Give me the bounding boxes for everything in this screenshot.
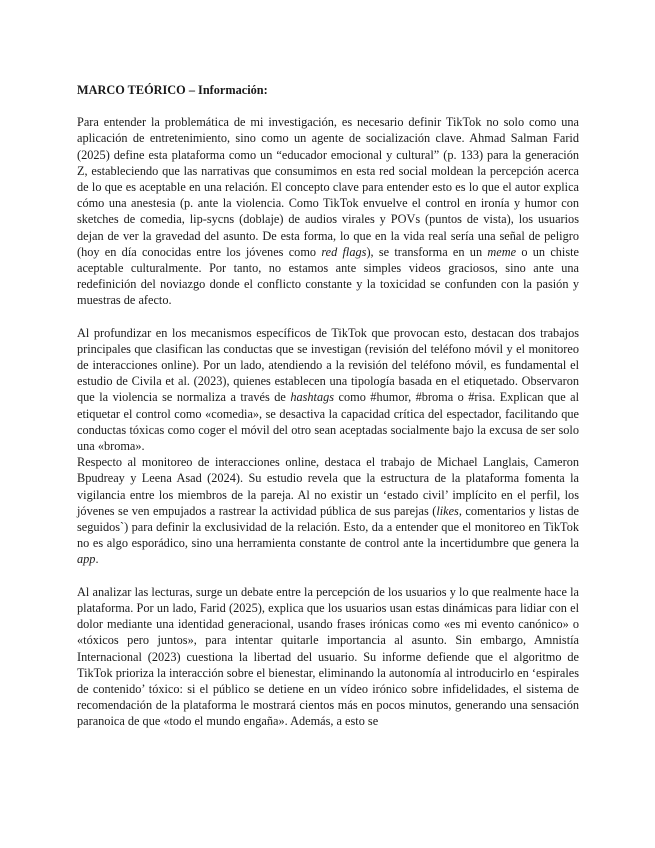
paragraph-3 xyxy=(77,454,579,567)
paragraph-3-italic-likes: likes xyxy=(436,503,459,518)
paragraph-4: Al analizar las lecturas, surge un debate entre la percepción de los usuarios y lo que realmente hace la plataforma. Por un lado, Farid (2025), explica que los usuarios usan estas dinámicas para lidiar con el dolor mediante una identidad generacional, usando frases irónicas como «es mi evento canónico» o «tóxicos pero juntos», para intentar quitarle importancia al asunto. Sin embargo, Amnistía Internacional (2023) cuestiona la libertad del usuario. Su informe defiende que el algoritmo de TikTok prioriza la interacción sobre el bienestar, eliminando la autonomía al introducirlo en ‘espirales de contenido’ tóxico: si el público se detiene en un vídeo irónico sobre infidelidades, el sistema de recomendación de la plataforma le mostrará cientos más en pocos minutos, generando una sensación paranoica de que «todo el mundo engaña». Además, a esto se xyxy=(77,584,579,729)
paragraph-3-text-a: Respecto al monitoreo de interacciones online, destaca el trabajo de Michael Langlais, Cameron Bpudreay y Leena Asad (2024). Su estudio revela que la estructura de la plataforma fomenta la vigilancia entre los miembros de la pareja. Al no existir un ‘estado civil’ implícito en el perfil, los jóvenes se ven empujados a rastrear la actividad pública de sus parejas ( xyxy=(77,455,579,518)
paragraph-2 xyxy=(77,325,579,455)
paragraph-3-text-c: . xyxy=(95,552,99,567)
paragraph-1 xyxy=(77,114,579,308)
section-heading: MARCO TEÓRICO – Información: xyxy=(77,83,268,97)
paragraph-3-italic-app: app xyxy=(77,552,96,567)
paragraph-2-italic-hashtags: hashtags xyxy=(290,390,335,405)
paragraph-1-italic-red-flags: red flags xyxy=(321,244,367,259)
paragraph-1-text-b: ), se transforma en un xyxy=(366,244,488,259)
paragraph-1-text-a: Para entender la problemática de mi investigación, es necesario definir TikTok no solo como una aplicación de entretenimiento, sino como un agente de socialización clave. Ahmad Salman Farid (2025) define esta plataforma como un “educador emocional y cultural” (p. 133) para la generación Z, estableciendo que las narrativas que consumimos en esta red social moldean la percepción acerca de lo que es aceptable en una relación. El concepto clave para entender esto es lo que el autor explica cómo una anestesia (p. ante la violencia. Como TikTok envuelve el control en ironía y humor con sketches de comedia, lip-sycns (doblaje) de audios virales y POVs (puntos de vista), los usuarios dejan de ver la gravedad del asunto. De esta forma, lo que en la vida real sería una señal de peligro (hoy en día conocidas entre los jóvenes como xyxy=(77,115,579,259)
paragraph-2-text-b: como #humor, #broma o #risa. Explican que al etiquetar el control como «comedia», se desactiva la capacidad crítica del espectador, facilitando que conductas tóxicas como coger el móvil del otro sean aceptadas socialmente bajo la excusa de ser solo una «broma». xyxy=(77,390,579,454)
paragraph-2-text-a: Al profundizar en los mecanismos específicos de TikTok que provocan esto, destacan dos trabajos principales que clasifican las conductas que se investigan (revisión del teléfono móvil y el monitoreo de interacciones online). Por un lado, atendiendo a la revisión del teléfono móvil, es fundamental el estudio de Civila et al. (2023), quienes establecen una tipología basada en el etiquetado. Observaron que la violencia se normaliza a través de xyxy=(77,325,579,405)
paragraph-1-text-c: o un chiste aceptable culturalmente. Por tanto, no estamos ante simples videos graciosos, sino ante una redefinición del noviazgo donde el conflicto constante y la toxicidad se confunden con la pasión y muestras de afecto. xyxy=(77,244,579,308)
paragraph-1-italic-meme: meme xyxy=(487,244,517,259)
paragraph-3-text-b: , comentarios y listas de seguidos`) para definir la exclusividad de la relación. Esto, da a entender que el monitoreo en TikTok no es algo esporádico, sino una herramienta constante de control ante la incertidumbre que genera la xyxy=(77,503,579,551)
document-body xyxy=(77,82,579,730)
